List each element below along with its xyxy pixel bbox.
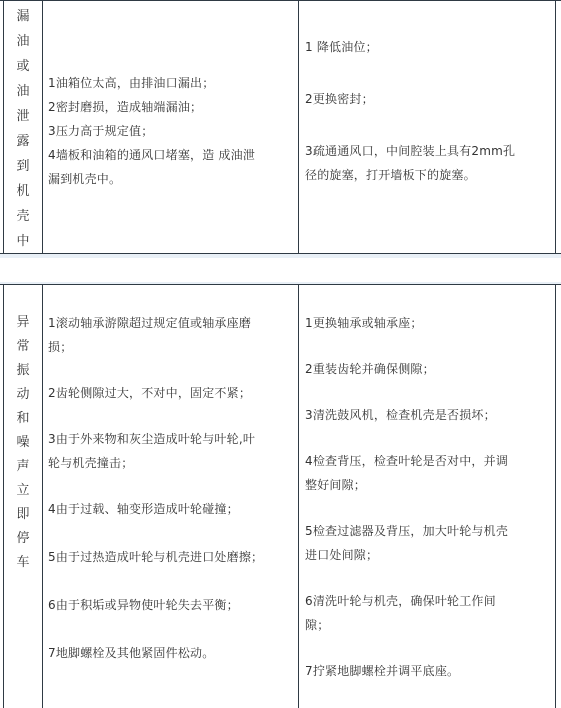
solution-item: 7拧紧地脚螺栓并调平底座。 <box>305 664 460 678</box>
solution-item-cont: 整好间隙； <box>305 478 367 492</box>
cause-item: 4由于过载、轴变形造成叶轮碰撞； <box>48 502 239 516</box>
causes-cell <box>48 71 296 191</box>
table-border-col2 <box>298 1 299 253</box>
solution-item: 3疏通通风口，中间腔装上具有2mm孔 <box>305 144 516 158</box>
fault-category-oil-leak: 漏 油 或 油 泄 露 到 机 壳 中 <box>16 9 30 249</box>
fault-table-oil-leak <box>0 0 561 254</box>
table-border-col1 <box>42 285 43 708</box>
solutions-cell <box>305 311 553 683</box>
causes-cell <box>48 311 296 665</box>
cause-item: 5由于过热造成叶轮与机壳进口处磨擦； <box>48 550 264 564</box>
cause-item: 6由于积垢或异物使叶轮失去平衡； <box>48 598 239 612</box>
table-border-col2 <box>298 285 299 708</box>
table-gap <box>0 258 561 282</box>
cause-item: 1滚动轴承游隙超过规定值或轴承座磨 <box>48 316 252 330</box>
solutions-cell <box>305 35 553 187</box>
cause-item: 3压力高于规定值； <box>48 124 154 138</box>
cause-item-cont: 漏到机壳中。 <box>48 172 122 186</box>
solution-item: 5检查过滤器及背压，加大叶轮与机壳 <box>305 524 509 538</box>
table-border-col1 <box>42 1 43 253</box>
table-border-right <box>555 285 556 708</box>
cause-item-cont: 轮与机壳撞击； <box>48 456 134 470</box>
cause-item-cont: 损； <box>48 340 73 354</box>
cause-item: 1油箱位太高，由排油口漏出； <box>48 76 215 90</box>
cause-item: 2密封磨损，造成轴端漏油； <box>48 100 203 114</box>
solution-item-cont: 进口处间隙； <box>305 548 379 562</box>
solution-item: 6清洗叶轮与机壳，确保叶轮工作间 <box>305 594 496 608</box>
cause-item: 2齿轮侧隙过大，不对中，固定不紧； <box>48 386 252 400</box>
solution-item: 3清洗鼓风机，检查机壳是否损坏； <box>305 408 496 422</box>
fault-table-vibration <box>0 284 561 708</box>
table-border-right <box>555 1 556 253</box>
solution-item: 1 降低油位； <box>305 40 378 54</box>
solution-item-cont: 径的旋塞，打开墙板下的旋塞。 <box>305 168 476 182</box>
cause-item: 7地脚螺栓及其他紧固件松动。 <box>48 646 215 660</box>
solution-item-cont: 隙； <box>305 618 330 632</box>
fault-category-vibration: 异 常 振 动 和 噪 声 立 即 停 车 <box>16 315 30 570</box>
solution-item: 2更换密封； <box>305 92 374 106</box>
cause-item: 4墙板和油箱的通风口堵塞，造 成油泄 <box>48 148 256 162</box>
solution-item: 1更换轴承或轴承座； <box>305 316 423 330</box>
solution-item: 2重装齿轮并确保侧隙； <box>305 362 435 376</box>
solution-item: 4检查背压，检查叶轮是否对中，并调 <box>305 454 509 468</box>
cause-item: 3由于外来物和灰尘造成叶轮与叶轮,叶 <box>48 432 256 446</box>
